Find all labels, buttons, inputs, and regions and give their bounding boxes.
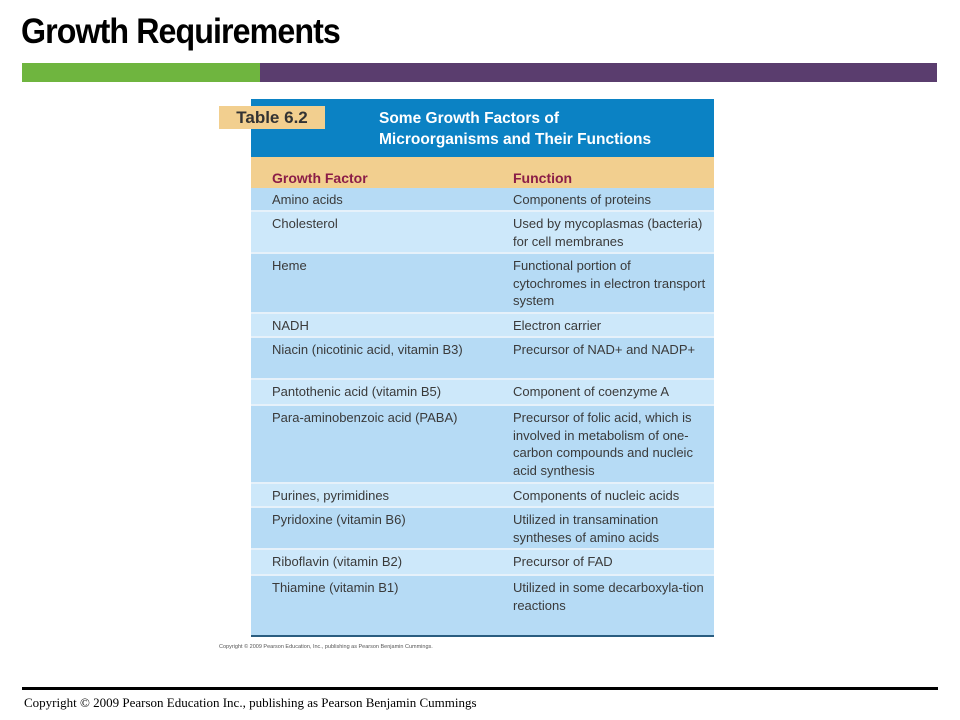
growth-factor-cell: NADH [272,318,309,333]
growth-factor-cell: Heme [272,258,307,273]
table-row [251,380,714,406]
table-row [251,406,714,484]
growth-factor-cell: Thiamine (vitamin B1) [272,580,399,595]
table-row [251,314,714,338]
accent-bar-purple [260,63,937,82]
function-cell: Functional portion of cytochromes in electron transport system [513,258,706,308]
function-cell: Precursor of folic acid, which is involved in metabolism of one-carbon compounds and nucleic acid synthesis [513,410,693,478]
table-row [251,212,714,254]
table-number-label: Table 6.2 [219,106,325,129]
function-cell: Electron carrier [513,318,602,333]
table-caption [379,108,651,150]
figure-copyright: Copyright © 2009 Pearson Education, Inc., publishing as Pearson Benjamin Cummings. [219,644,433,650]
accent-bar-green [22,63,260,82]
growth-factor-cell: Amino acids [272,192,343,207]
table-row [251,254,714,314]
table-figure [219,99,715,659]
table-caption-line1: Some Growth Factors of [379,110,559,127]
growth-factor-cell: Cholesterol [272,216,338,231]
growth-factor-cell: Purines, pyrimidines [272,488,390,503]
footer-copyright: Copyright © 2009 Pearson Education Inc., publishing as Pearson Benjamin Cummings [24,695,477,710]
table-row [251,576,714,616]
footer-divider [22,687,938,690]
table-row [251,484,714,508]
growth-factor-cell: Niacin (nicotinic acid, vitamin B3) [272,342,463,357]
table-body [251,188,714,637]
table-row [251,508,714,550]
function-cell: Utilized in some decarboxyla-tion reactions [513,580,704,613]
growth-factor-cell: Riboflavin (vitamin B2) [272,554,403,569]
function-cell: Component of coenzyme A [513,384,670,399]
function-cell: Components of proteins [513,192,652,207]
table-row [251,550,714,576]
table-column-header [251,157,714,188]
column-header-function: Function [513,170,573,186]
growth-factor-cell: Pantothenic acid (vitamin B5) [272,384,442,399]
function-cell: Precursor of FAD [513,554,613,569]
function-cell: Used by mycoplasmas (bacteria) for cell membranes [513,216,703,249]
table-row [251,338,714,380]
function-cell: Utilized in transamination syntheses of amino acids [513,512,659,545]
function-cell: Components of nucleic acids [513,488,680,503]
slide-title: Growth Requirements [21,12,340,51]
growth-factor-cell: Pyridoxine (vitamin B6) [272,512,406,527]
column-header-growth-factor: Growth Factor [272,170,368,186]
growth-factor-cell: Para-aminobenzoic acid (PABA) [272,410,458,425]
table-bottom-rule [251,616,714,637]
table-row [251,188,714,212]
function-cell: Precursor of NAD+ and NADP+ [513,342,696,357]
table-caption-line2: Microorganisms and Their Functions [379,131,652,148]
